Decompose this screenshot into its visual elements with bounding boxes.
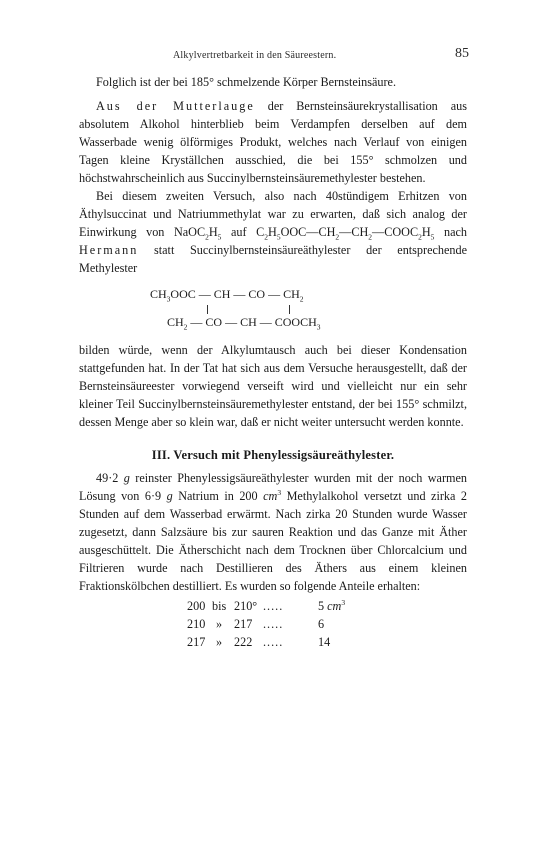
fraction-row: 200 bis 210° ..... 5 $cm^3$ — [187, 597, 346, 613]
structural-formula — [79, 281, 467, 337]
paragraph-2: Aus der Mutterlauge der Bernsteinsäurekrystallisation aus absolutem Alkohol hinterblieb beim Verdampfen derselben auf dem Wasserbade wenig ölförmiges Produkt, welches nach Verlauf von einigen Tagen kleine Kryställchen ausschied, die bei 155° schmolzen und höchstwahrscheinlich aus Succinylbernsteinsäuremethylester bestehen. — [79, 99, 467, 185]
formula-bond-left — [207, 305, 208, 314]
paragraph-1: Folglich ist der bei 185° schmelzende Körper Bernsteinsäure. — [96, 75, 397, 89]
fractions-table — [79, 597, 467, 657]
fraction-row: 217 » 222 ..... 14 — [187, 635, 331, 649]
formula-bond-right — [289, 305, 290, 314]
formula-row-1: $CH_3OOC$ — CH — CO — $CH_2$ — [150, 287, 304, 304]
formula-row-2: $CH_2$ — CO — CH — $COOCH_3$ — [167, 315, 321, 332]
spaced-name: Hermann — [79, 243, 139, 257]
paragraph-4: bilden würde, wenn der Alkylumtausch auch bei dieser Kondensation stattgefunden hat. In der Tat hat sich aus dem Versuche herausgestellt, daß der Bernsteinsäureester vorwiegend verseift wird und vielleicht nur ein sehr kleiner Teil Succinylbernsteinsäuremethylester entstand, der bei 155° schmilzt, dessen Menge aber so klein war, daß er nicht weiter untersucht werden konnte. — [79, 343, 467, 429]
spaced-term: Aus der Mutterlauge — [96, 99, 255, 113]
page-number: 85 — [455, 46, 469, 61]
paragraph-3: Bei diesem zweiten Versuch, also nach 40stündigem Erhitzen von Äthylsuccinat und Natriummethylat war zu erwarten, daß sich analog der Einwirkung von $NaOC_2H_5$ auf $C_2H_5OOC—CH_2—CH_2—COOC_2H_5$ nach Hermann statt Succinylbernsteinsäureäthylester der entsprechende Methylester — [79, 189, 467, 275]
section-heading: III. Versuch mit Phenylessigsäureäthylester. — [151, 448, 395, 462]
fraction-row: 210 » 217 ..... 6 — [187, 617, 325, 631]
book-page — [79, 42, 467, 657]
paragraph-5: 49·2 g reinster Phenylessigsäureäthylester wurden mit der noch warmen Lösung von 6·9 g Natrium in 200 $cm^3$ Methylalkohol versetzt und zirka 2 Stunden auf dem Wasserbad erwärmt. Nach zirka 20 Stunden wurde Wasser zugesetzt, dann Salzsäure bis zur sauren Reaktion und das Ganze mit Äther ausgeschüttelt. Die Ätherschicht nach dem Trocknen über Chlorcalcium und Filtrieren wurde nach Destillieren des Äthers aus einem kleinen Fraktionskölbchen destilliert. Es wurden so folgende Anteile erhalten: — [79, 471, 467, 593]
running-head — [79, 42, 467, 64]
running-head-title: Alkylvertretbarkeit in den Säureestern. — [173, 50, 337, 61]
